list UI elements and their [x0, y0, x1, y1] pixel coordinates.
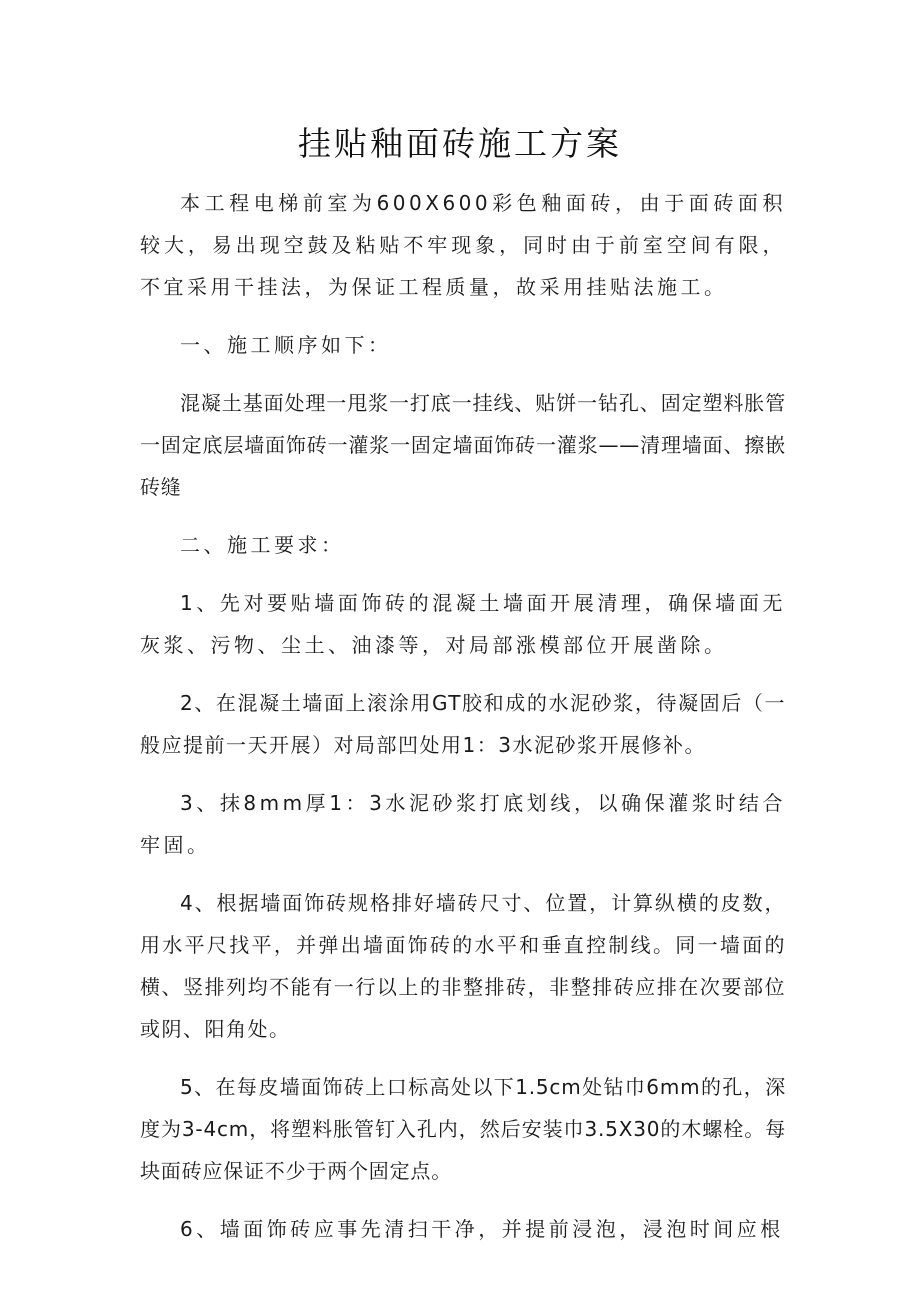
document-title: 挂贴釉面砖施工方案 [298, 124, 622, 163]
paragraph-requirement-1: 1、先对要贴墙面饰砖的混凝土墙面开展清理，确保墙面无灰浆、污物、尘土、油漆等，对局部涨模部位开展凿除。 [140, 591, 786, 657]
paragraph-intro: 本工程电梯前室为600X600彩色釉面砖，由于面砖面积较大，易出现空鼓及粘贴不牢现象，同时由于前室空间有限，不宜采用干挂法，为保证工程质量，故采用挂贴法施工。 [140, 191, 786, 299]
paragraph-requirement-5: 5、在每皮墙面饰砖上口标高处以下1.5cm处钻巾6mm的孔，深度为3-4cm，将塑料胀管钉入孔内，然后安装巾3.5X30的木螺栓。每块面砖应保证不少于两个固定点。 [140, 1075, 786, 1183]
paragraph-requirement-4: 4、根据墙面饰砖规格排好墙砖尺寸、位置，计算纵横的皮数，用水平尺找平，并弹出墙面饰砖的水平和垂直控制线。同一墙面的横、竖排列均不能有一行以上的非整排砖，非整排砖应排在次要部位或阴、阳角处。 [140, 891, 786, 1041]
paragraph-requirement-3: 3、抹8mm厚1：3水泥砂浆打底划线，以确保灌浆时结合牢固。 [140, 791, 786, 857]
paragraph-sequence: 混凝土基面处理一甩浆一打底一挂线、贴饼一钻孔、固定塑料胀管一固定底层墙面饰砖一灌浆一固定墙面饰砖一灌浆——清理墙面、擦嵌砖缝 [140, 391, 786, 499]
section-heading-requirements: 二、施工要求： [180, 533, 345, 557]
paragraph-requirement-6: 6、墙面饰砖应事先清扫干净，并提前浸泡，浸泡时间应根 [180, 1217, 784, 1241]
document-body [140, 182, 786, 1266]
paragraph-requirement-2: 2、在混凝土墙面上滚涂用GT胶和成的水泥砂浆，待凝固后（一般应提前一天开展）对局部凹处用1：3水泥砂浆开展修补。 [140, 691, 786, 757]
section-heading-sequence: 一、施工顺序如下： [180, 333, 392, 357]
